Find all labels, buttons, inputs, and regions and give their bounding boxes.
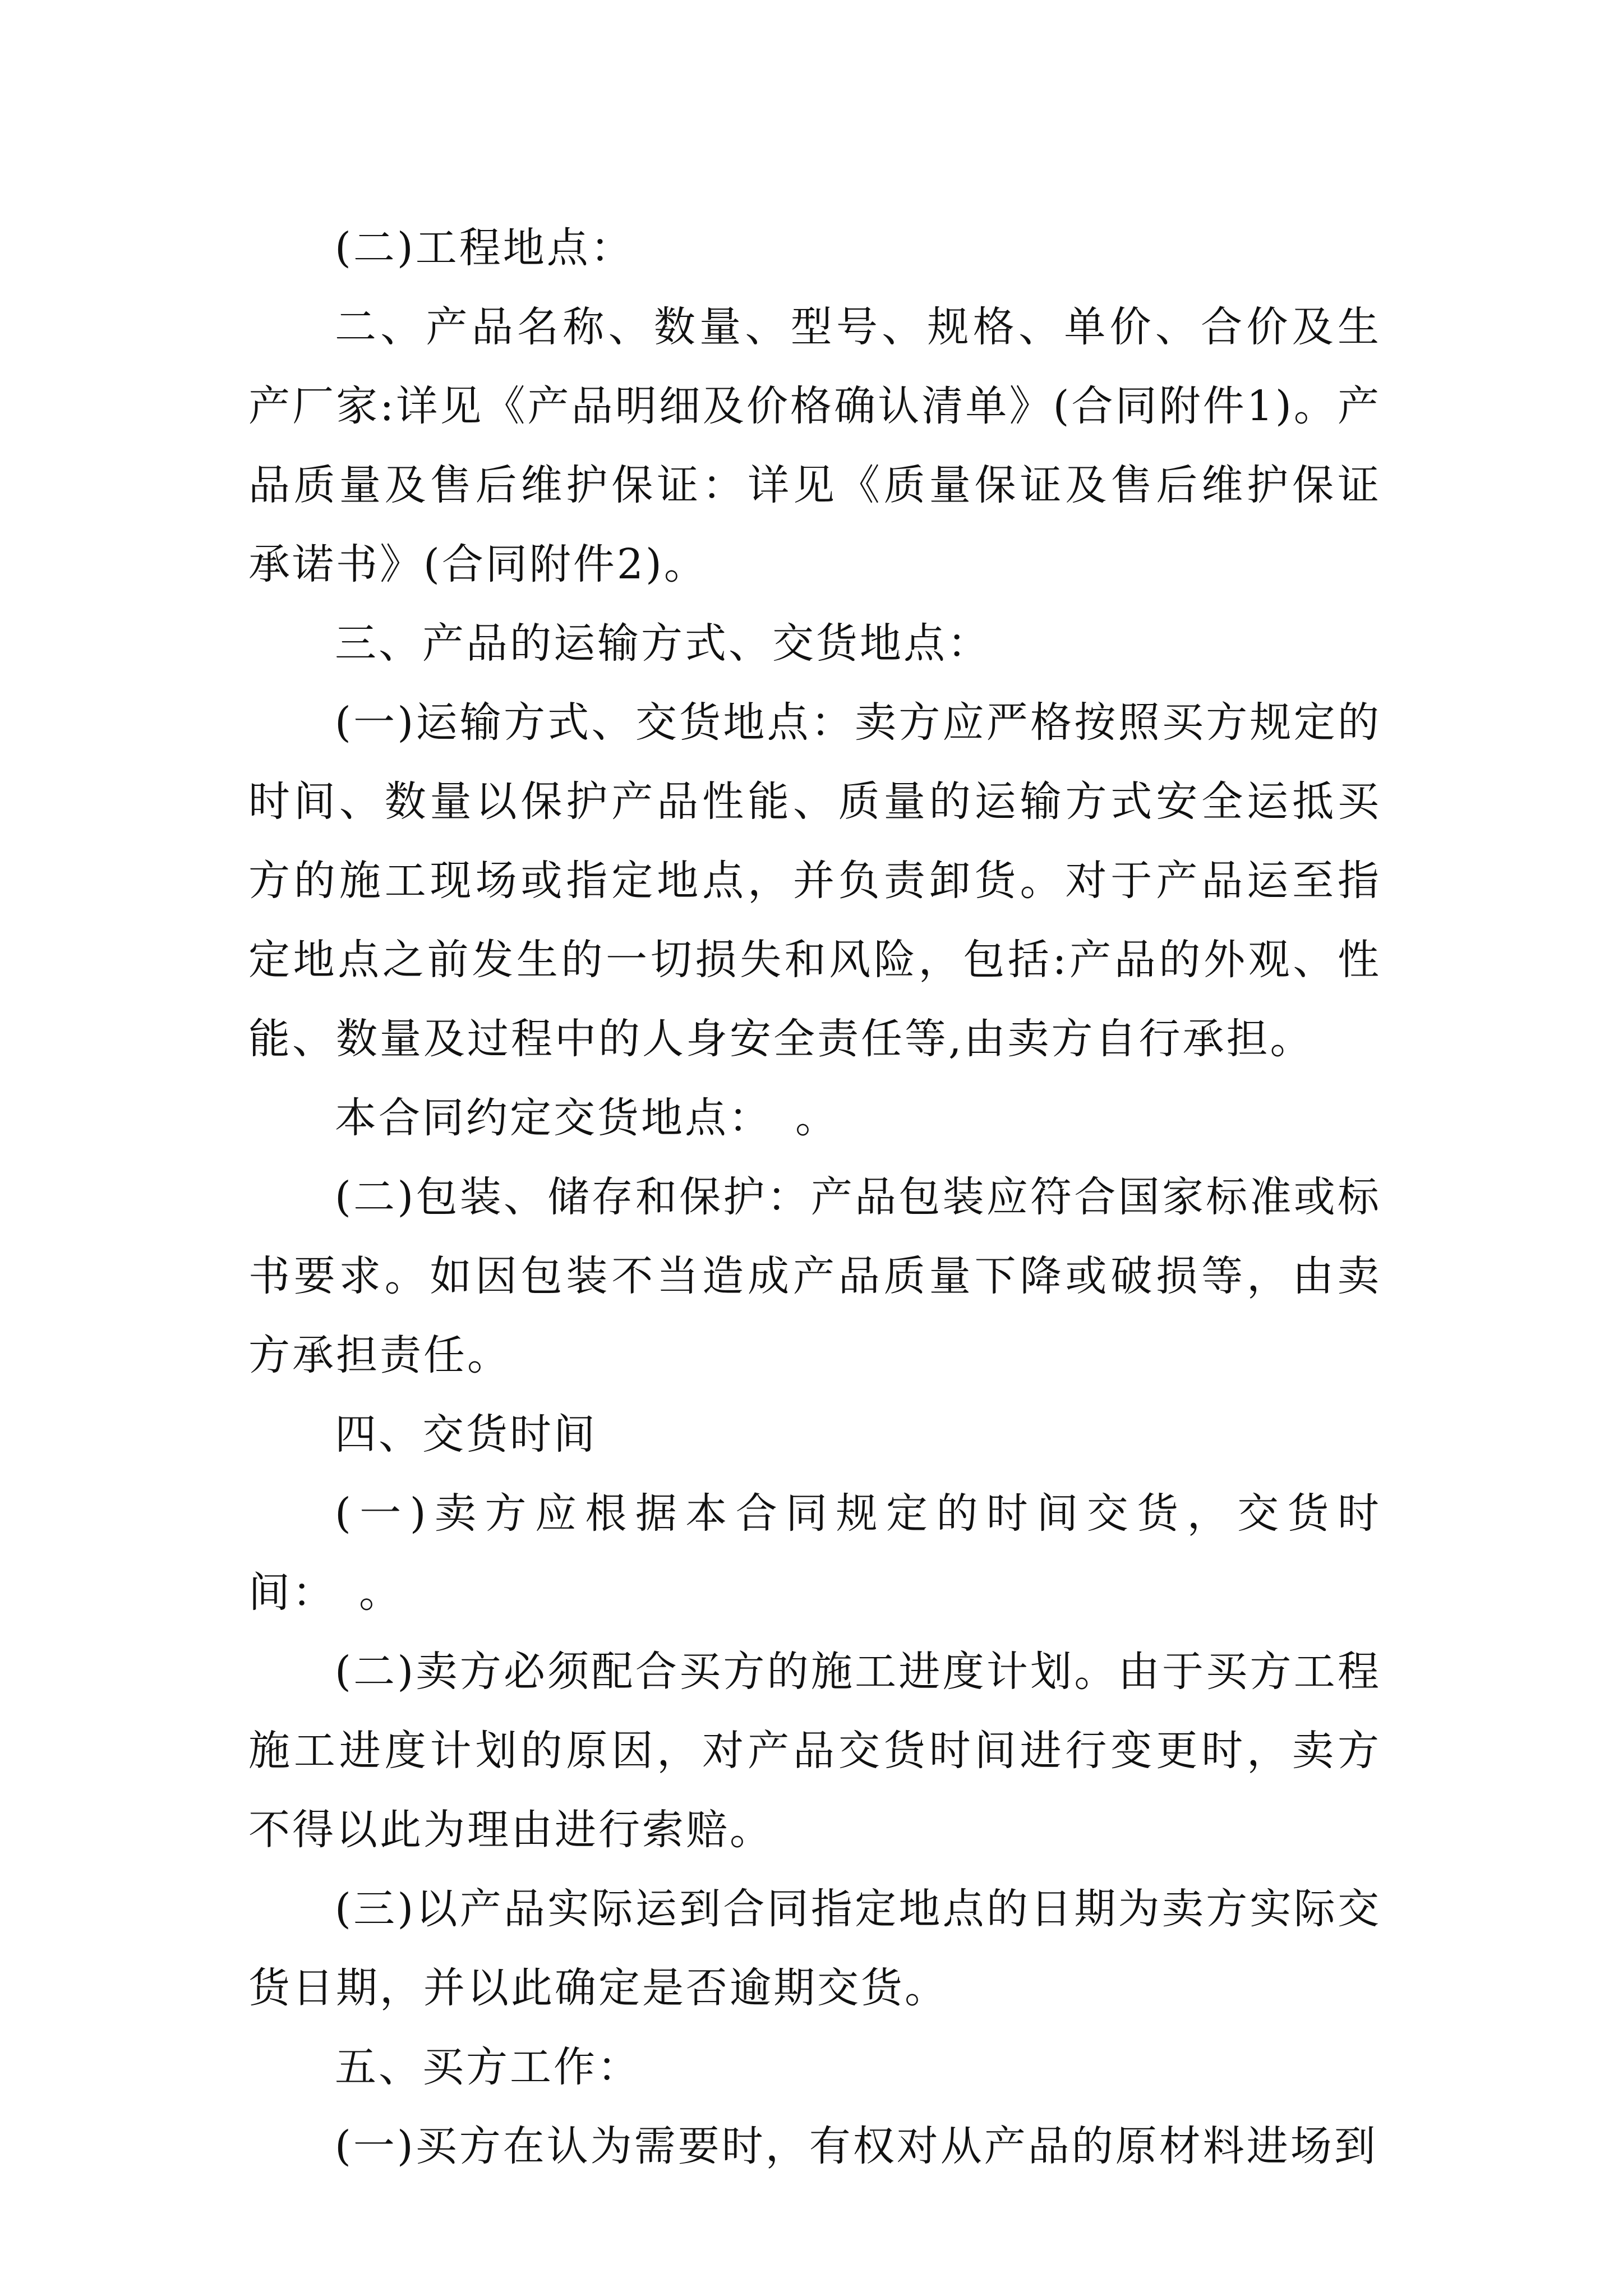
- paragraph-packaging: (二)包装、储存和保护：产品包装应符合国家标准或标书要求。如因包装不当造成产品质量下降或破损等，由卖方承担责任。: [248, 1173, 1381, 1379]
- document-body: [248, 209, 1381, 2186]
- paragraph-delivery-place: 本合同约定交货地点： 。: [335, 1094, 839, 1142]
- paragraph-delivery-schedule: (一)卖方应根据本合同规定的时间交货，交货时间： 。: [248, 1489, 1381, 1617]
- paragraph-product-details: 二、产品名称、数量、型号、规格、单价、合价及生产厂家:详见《产品明细及价格确认清单》(合同附件1)。产品质量及售后维护保证：详见《质量保证及售后维护保证承诺书》(合同附件2)。: [248, 303, 1381, 588]
- section-heading-project-location: (二)工程地点：: [335, 224, 634, 272]
- paragraph-transport-method: (一)运输方式、交货地点：卖方应严格按照买方规定的时间、数量以保护产品性能、质量的运输方式安全运抵买方的施工现场或指定地点，并负责卸货。对于产品运至指定地点之前发生的一切损失和风险，包括:产品的外观、性能、数量及过程中的人身安全责任等,由卖方自行承担。: [248, 698, 1381, 1063]
- section-heading-delivery-time: 四、交货时间: [335, 1410, 597, 1458]
- paragraph-actual-delivery-date: (三)以产品实际运到合同指定地点的日期为卖方实际交货日期，并以此确定是否逾期交货。: [248, 1885, 1381, 2012]
- paragraph-buyer-inspection: (一)买方在认为需要时，有权对从产品的原材料进场到: [335, 2122, 1378, 2170]
- section-heading-transport-delivery: 三、产品的运输方式、交货地点：: [335, 619, 991, 668]
- paragraph-construction-schedule: (二)卖方必须配合买方的施工进度计划。由于买方工程施工进度计划的原因，对产品交货时间进行变更时，卖方不得以此为理由进行索赔。: [248, 1648, 1381, 1854]
- section-heading-buyer-work: 五、买方工作：: [335, 2043, 641, 2091]
